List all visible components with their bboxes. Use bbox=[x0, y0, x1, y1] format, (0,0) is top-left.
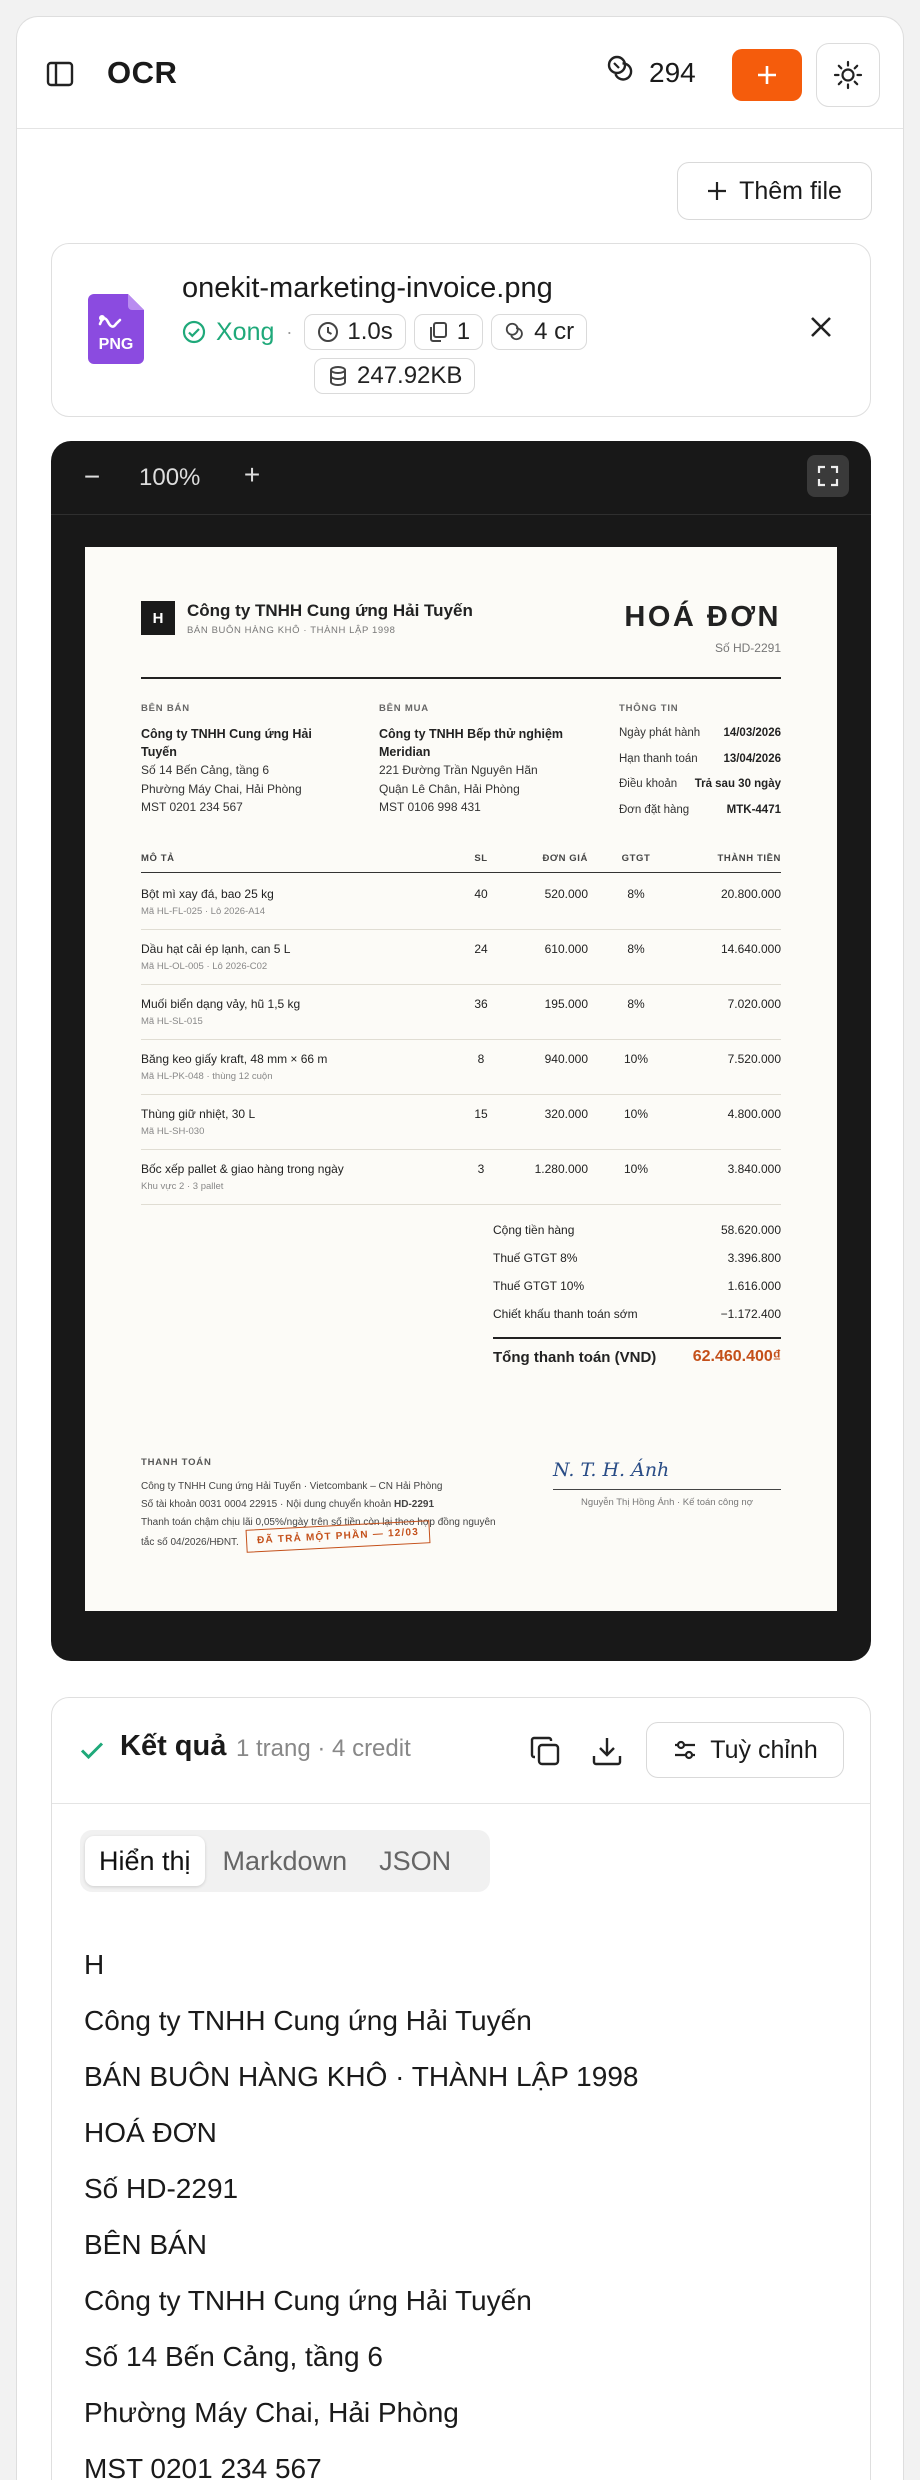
item-vat: 10% bbox=[623, 1162, 649, 1176]
status-badge bbox=[182, 318, 274, 347]
invoice-number: Số HD-2291 bbox=[714, 641, 781, 655]
seller-label: BÊN BÁN bbox=[141, 703, 190, 714]
table-row bbox=[141, 1150, 781, 1205]
signature-caption: Nguyễn Thị Hồng Ánh · Kế toán công nợ bbox=[581, 1497, 753, 1508]
totals-row bbox=[493, 1217, 781, 1245]
ocr-output bbox=[84, 1948, 638, 2480]
col-vat: GTGT bbox=[621, 853, 651, 864]
item-qty: 24 bbox=[474, 942, 488, 956]
totals-label: Thuế GTGT 8% bbox=[493, 1251, 578, 1265]
database-icon bbox=[327, 365, 349, 387]
info-row bbox=[619, 776, 781, 794]
item-price: 195.000 bbox=[544, 997, 588, 1011]
info-key: Điều khoản bbox=[619, 778, 678, 791]
item-vat: 10% bbox=[623, 1052, 649, 1066]
table-row bbox=[141, 930, 781, 985]
info-row bbox=[619, 802, 781, 820]
result-panel bbox=[51, 1697, 871, 2480]
totals-row bbox=[493, 1273, 781, 1301]
col-price: ĐƠN GIÁ bbox=[542, 853, 588, 864]
duration-chip bbox=[304, 314, 405, 350]
item-qty: 8 bbox=[477, 1052, 485, 1066]
size-chip bbox=[314, 358, 475, 394]
customize-label: Tuỳ chỉnh bbox=[710, 1735, 818, 1764]
item-vat: 10% bbox=[623, 1107, 649, 1121]
ocr-text-line: BÊN BÁN bbox=[84, 2229, 207, 2260]
sidebar-toggle-icon[interactable] bbox=[45, 59, 75, 89]
png-file-icon bbox=[88, 294, 144, 364]
zoom-level: 100% bbox=[139, 464, 201, 491]
info-key: Hạn thanh toán bbox=[619, 752, 698, 765]
col-total: THÀNH TIỀN bbox=[717, 853, 781, 864]
item-description: Bột mì xay đá, bao 25 kg bbox=[141, 887, 274, 901]
info-block bbox=[619, 702, 781, 820]
item-description: Bốc xếp pallet & giao hàng trong ngày bbox=[141, 1162, 344, 1176]
items-header bbox=[141, 849, 781, 873]
item-total: 4.800.000 bbox=[727, 1107, 781, 1121]
item-description: Muối biển dạng vảy, hũ 1,5 kg bbox=[141, 997, 301, 1011]
totals-label: Chiết khấu thanh toán sớm bbox=[493, 1307, 638, 1321]
item-total: 7.520.000 bbox=[727, 1052, 781, 1066]
ocr-text-line: Công ty TNHH Cung ứng Hải Tuyến bbox=[84, 2285, 532, 2316]
tab-json[interactable]: JSON bbox=[379, 1845, 452, 1876]
size-value: 247.92KB bbox=[357, 362, 463, 389]
check-icon bbox=[78, 1736, 106, 1769]
table-row bbox=[141, 1040, 781, 1095]
add-file-label: Thêm file bbox=[739, 176, 842, 205]
totals-block bbox=[493, 1217, 781, 1329]
info-label: THÔNG TIN bbox=[619, 703, 679, 714]
item-qty: 36 bbox=[474, 997, 488, 1011]
buyer-block bbox=[379, 702, 589, 817]
invoice-tagline: BÁN BUÔN HÀNG KHÔ · THÀNH LẬP 1998 bbox=[187, 625, 396, 636]
item-qty: 3 bbox=[477, 1162, 485, 1176]
theme-toggle-button[interactable] bbox=[816, 43, 880, 107]
zoom-toolbar bbox=[51, 441, 871, 515]
item-total: 14.640.000 bbox=[720, 942, 781, 956]
credits-value: 4 cr bbox=[534, 318, 575, 345]
item-price: 520.000 bbox=[544, 887, 588, 901]
payment-line: Công ty TNHH Cung ứng Hải Tuyến · Vietcombank – CN Hải Phòng bbox=[141, 1481, 443, 1492]
col-qty: SL bbox=[474, 853, 488, 864]
seller-line: MST 0201 234 567 bbox=[141, 800, 243, 815]
file-meta-row bbox=[182, 314, 587, 350]
seller-line: Phường Máy Chai, Hải Phòng bbox=[141, 781, 302, 796]
item-vat: 8% bbox=[627, 997, 645, 1011]
coins-icon bbox=[605, 53, 637, 92]
item-qty: 40 bbox=[474, 887, 488, 901]
duration-value: 1.0s bbox=[347, 318, 393, 345]
item-description: Thùng giữ nhiệt, 30 L bbox=[141, 1107, 256, 1121]
totals-row bbox=[493, 1245, 781, 1273]
info-key: Đơn đặt hàng bbox=[619, 804, 690, 817]
info-value: MTK-4471 bbox=[726, 804, 781, 817]
image-preview bbox=[51, 441, 871, 1661]
totals-value: 3.396.800 bbox=[727, 1251, 781, 1265]
seller-block bbox=[141, 702, 351, 817]
sun-icon bbox=[833, 60, 863, 90]
info-row bbox=[619, 725, 781, 743]
item-price: 1.280.000 bbox=[534, 1162, 588, 1176]
item-price: 940.000 bbox=[544, 1052, 588, 1066]
invoice-title: HOÁ ĐƠN bbox=[624, 601, 781, 633]
add-file-button[interactable] bbox=[677, 162, 872, 220]
seller-name: Công ty TNHH Cung ứng Hải Tuyến bbox=[141, 726, 312, 759]
sliders-icon bbox=[672, 1737, 698, 1763]
status-text: Xong bbox=[216, 317, 275, 346]
totals-value: 58.620.000 bbox=[720, 1223, 781, 1237]
payment-line: tắc số 04/2026/HĐNT. bbox=[141, 1537, 239, 1548]
grand-total-value: 62.460.400₫ bbox=[692, 1348, 781, 1365]
customize-button[interactable] bbox=[646, 1722, 844, 1778]
item-code: Mã HL-SH-030 bbox=[141, 1126, 205, 1137]
info-value: 13/04/2026 bbox=[723, 752, 781, 765]
ocr-text-line: HOÁ ĐƠN bbox=[84, 2117, 217, 2148]
paid-stamp: ĐÃ TRẢ MỘT PHẦN — 12/03 bbox=[246, 1520, 431, 1553]
item-description: Dầu hạt cải ép lạnh, can 5 L bbox=[141, 942, 291, 956]
buyer-line: MST 0106 998 431 bbox=[379, 800, 481, 815]
item-total: 3.840.000 bbox=[727, 1162, 781, 1176]
item-code: Mã HL-OL-005 · Lô 2026-C02 bbox=[141, 961, 268, 972]
totals-value: 1.616.000 bbox=[727, 1279, 781, 1293]
company-logo: H bbox=[141, 601, 175, 635]
item-qty: 15 bbox=[474, 1107, 488, 1121]
invoice-company: Công ty TNHH Cung ứng Hải Tuyến bbox=[187, 601, 473, 620]
totals-row bbox=[493, 1301, 781, 1329]
pages-value: 1 bbox=[456, 318, 471, 345]
ocr-app bbox=[16, 16, 904, 2480]
divider bbox=[141, 677, 781, 679]
ocr-text-line: H bbox=[84, 1949, 105, 1980]
info-key: Ngày phát hành bbox=[619, 726, 701, 739]
grand-total bbox=[493, 1337, 781, 1373]
ocr-text-line: Công ty TNHH Cung ứng Hải Tuyến bbox=[84, 2005, 532, 2036]
copy-icon[interactable] bbox=[528, 1734, 562, 1773]
ocr-text-line: Số HD-2291 bbox=[84, 2173, 239, 2204]
ocr-text-line: MST 0201 234 567 bbox=[84, 2453, 322, 2480]
check-circle-icon bbox=[182, 320, 206, 344]
info-value: 14/03/2026 bbox=[723, 726, 781, 739]
payment-ref: HD-2291 bbox=[393, 1499, 435, 1510]
pages-icon bbox=[427, 321, 449, 343]
zoom-in-button[interactable]: + bbox=[243, 459, 261, 490]
separator-dot: · bbox=[286, 321, 293, 342]
item-code: Mã HL-PK-048 · thùng 12 cuộn bbox=[141, 1071, 273, 1082]
item-description: Băng keo giấy kraft, 48 mm × 66 m bbox=[141, 1052, 328, 1066]
signature-line bbox=[553, 1489, 781, 1490]
file-name: onekit-marketing-invoice.png bbox=[182, 272, 553, 304]
item-price: 610.000 bbox=[544, 942, 588, 956]
item-code: Mã HL-FL-025 · Lô 2026-A14 bbox=[141, 906, 266, 917]
totals-label: Thuế GTGT 10% bbox=[493, 1279, 585, 1293]
ocr-text-line: Số 14 Bến Cảng, tầng 6 bbox=[84, 2341, 383, 2372]
item-vat: 8% bbox=[627, 887, 645, 901]
result-title: Kết quả bbox=[120, 1730, 227, 1762]
buyer-label: BÊN MUA bbox=[379, 703, 429, 714]
signature: N. T. H. Ánh bbox=[553, 1459, 670, 1481]
download-icon[interactable] bbox=[590, 1734, 624, 1773]
tab-display[interactable]: Hiển thị bbox=[85, 1836, 205, 1886]
item-price: 320.000 bbox=[544, 1107, 588, 1121]
coins-icon bbox=[504, 321, 526, 343]
payment-label: THANH TOÁN bbox=[141, 1457, 212, 1468]
item-vat: 8% bbox=[627, 942, 645, 956]
plus-icon bbox=[756, 64, 778, 86]
table-row bbox=[141, 875, 781, 930]
table-row bbox=[141, 985, 781, 1040]
totals-value: −1.172.400 bbox=[720, 1307, 781, 1321]
buyer-line: 221 Đường Trần Nguyên Hãn bbox=[379, 762, 538, 777]
item-total: 20.800.000 bbox=[720, 887, 781, 901]
plus-icon bbox=[707, 181, 727, 201]
item-code: Khu vực 2 · 3 pallet bbox=[141, 1181, 224, 1192]
pages-chip bbox=[414, 314, 483, 350]
info-row bbox=[619, 751, 781, 769]
seller-line: Số 14 Bến Cảng, tầng 6 bbox=[141, 762, 270, 777]
col-desc: MÔ TẢ bbox=[141, 853, 175, 864]
fullscreen-button[interactable] bbox=[807, 455, 849, 497]
credit-balance bbox=[605, 53, 696, 92]
info-value: Trả sau 30 ngày bbox=[694, 778, 781, 791]
app-header bbox=[17, 17, 903, 129]
invoice-document bbox=[85, 547, 837, 1611]
fullscreen-icon bbox=[816, 464, 840, 488]
view-tabs bbox=[80, 1830, 490, 1892]
zoom-out-button[interactable]: − bbox=[83, 461, 101, 492]
ocr-text-line: Phường Máy Chai, Hải Phòng bbox=[84, 2397, 459, 2428]
tab-markdown[interactable]: Markdown bbox=[222, 1845, 348, 1876]
payment-account: Số tài khoản 0031 0004 22915 · Nội dung chuyển khoản bbox=[141, 1499, 394, 1510]
buyer-line: Quận Lê Chân, Hải Phòng bbox=[379, 781, 520, 796]
item-code: Mã HL-SL-015 bbox=[141, 1016, 203, 1027]
result-meta: 1 trang · 4 credit bbox=[236, 1735, 411, 1762]
close-icon[interactable] bbox=[804, 310, 838, 344]
file-card bbox=[51, 243, 871, 417]
file-type-badge: PNG bbox=[98, 336, 134, 353]
totals-label: Cộng tiền hàng bbox=[493, 1223, 575, 1237]
item-total: 7.020.000 bbox=[727, 997, 781, 1011]
payment-line: Thanh toán chậm chịu lãi 0,05%/ngày trên số tiền còn lại theo hợp đồng nguyên bbox=[141, 1517, 496, 1528]
result-header bbox=[52, 1698, 870, 1804]
grand-total-label: Tổng thanh toán (VND) bbox=[493, 1349, 657, 1366]
payment-line bbox=[141, 1499, 434, 1510]
credits-chip bbox=[491, 314, 587, 350]
buyer-name: Công ty TNHH Bếp thử nghiệm Meridian bbox=[379, 726, 564, 759]
app-title: OCR bbox=[107, 55, 178, 90]
new-ocr-button[interactable] bbox=[732, 49, 802, 101]
table-row bbox=[141, 1095, 781, 1150]
clock-icon bbox=[317, 321, 339, 343]
ocr-text-line: BÁN BUÔN HÀNG KHÔ · THÀNH LẬP 1998 bbox=[84, 2061, 639, 2092]
credit-count: 294 bbox=[649, 56, 696, 88]
